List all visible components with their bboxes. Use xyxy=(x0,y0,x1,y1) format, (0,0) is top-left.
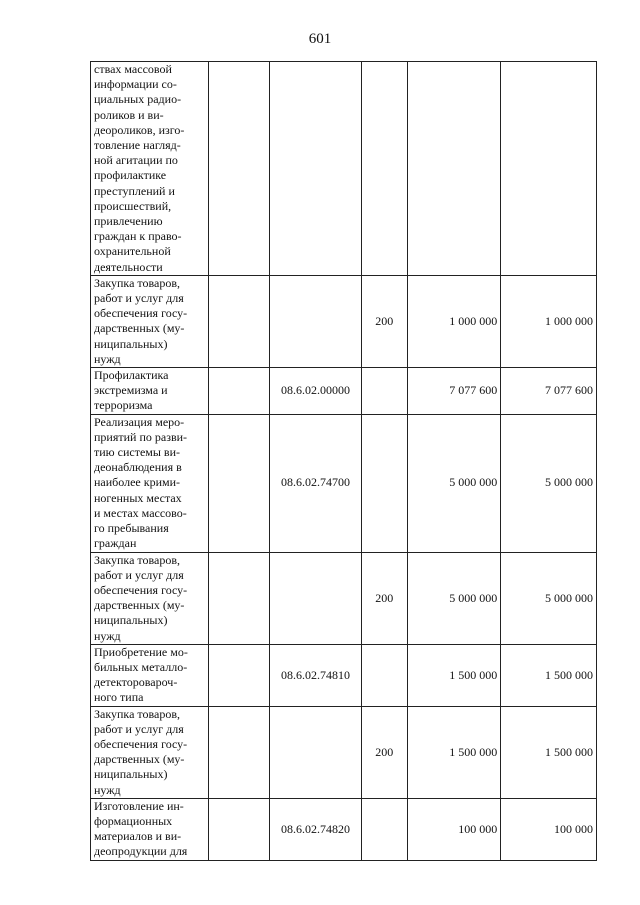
row-amount-2: 5 000 000 xyxy=(501,414,597,552)
description-line: работ и услуг для xyxy=(94,721,184,736)
row-target-code: 08.6.02.74810 xyxy=(270,644,362,706)
row-target-code xyxy=(270,275,362,367)
row-amount-1: 1 500 000 xyxy=(407,644,501,706)
row-description xyxy=(91,798,209,860)
description-line: обеспечения госу- xyxy=(94,582,188,597)
row-description xyxy=(91,706,209,798)
description-line: материалов и ви- xyxy=(94,829,182,844)
row-expense-type: 200 xyxy=(361,552,407,644)
description-line: деопродукции для xyxy=(94,844,188,859)
row-amount-2: 1 500 000 xyxy=(501,706,597,798)
row-target-code: 08.6.02.74820 xyxy=(270,798,362,860)
row-expense-type: 200 xyxy=(361,706,407,798)
description-line: циальных радио- xyxy=(94,92,182,107)
description-line: ниципальных) xyxy=(94,336,168,351)
table-row xyxy=(91,798,597,860)
description-line: экстремизма и xyxy=(94,383,168,398)
description-line: деятельности xyxy=(94,259,163,274)
row-col-2 xyxy=(209,368,270,415)
table-row xyxy=(91,62,597,276)
description-line: роликов и ви- xyxy=(94,107,164,122)
row-expense-type: 200 xyxy=(361,275,407,367)
row-expense-type xyxy=(361,414,407,552)
row-expense-type xyxy=(361,62,407,276)
row-col-2 xyxy=(209,552,270,644)
row-col-2 xyxy=(209,62,270,276)
row-amount-2: 1 500 000 xyxy=(501,644,597,706)
row-amount-1: 5 000 000 xyxy=(407,414,501,552)
description-line: ствах массовой xyxy=(94,62,172,76)
row-amount-2: 100 000 xyxy=(501,798,597,860)
description-line: граждан к право- xyxy=(94,229,182,244)
row-amount-1: 1 000 000 xyxy=(407,275,501,367)
description-line: Приобретение мо- xyxy=(94,644,188,659)
row-col-2 xyxy=(209,414,270,552)
row-expense-type xyxy=(361,644,407,706)
row-col-2 xyxy=(209,798,270,860)
row-amount-2: 1 000 000 xyxy=(501,275,597,367)
row-description xyxy=(91,644,209,706)
budget-table xyxy=(90,61,597,861)
description-line: ногенных местах xyxy=(94,490,182,505)
table-row xyxy=(91,644,597,706)
budget-table-body xyxy=(91,62,597,861)
description-line: деороликов, изго- xyxy=(94,122,185,137)
table-row xyxy=(91,275,597,367)
row-description xyxy=(91,368,209,415)
description-line: деонаблюдения в xyxy=(94,460,182,475)
description-line: Закупка товаров, xyxy=(94,706,180,721)
table-row xyxy=(91,368,597,415)
description-line: происшествий, xyxy=(94,198,172,213)
page-number: 601 xyxy=(308,31,332,47)
row-amount-1: 5 000 000 xyxy=(407,552,501,644)
description-line: работ и услуг для xyxy=(94,567,184,582)
row-description xyxy=(91,62,209,276)
row-amount-1: 7 077 600 xyxy=(407,368,501,415)
description-line: профилактике xyxy=(94,168,167,183)
row-col-2 xyxy=(209,644,270,706)
row-amount-2 xyxy=(501,62,597,276)
description-line: нужд xyxy=(94,628,121,643)
description-line: наиболее крими- xyxy=(94,475,181,490)
description-line: дарственных (му- xyxy=(94,598,185,613)
row-target-code: 08.6.02.74700 xyxy=(270,414,362,552)
description-line: обеспечения госу- xyxy=(94,306,188,321)
description-line: привлечению xyxy=(94,214,163,229)
table-row xyxy=(91,552,597,644)
row-amount-1: 100 000 xyxy=(407,798,501,860)
row-amount-2: 5 000 000 xyxy=(501,552,597,644)
row-expense-type xyxy=(361,368,407,415)
description-line: информации со- xyxy=(94,77,177,92)
description-line: дарственных (му- xyxy=(94,321,185,336)
row-col-2 xyxy=(209,275,270,367)
description-line: ного типа xyxy=(94,690,144,705)
description-line: терроризма xyxy=(94,398,153,413)
description-line: нужд xyxy=(94,351,121,366)
description-line: ной агитации по xyxy=(94,153,178,168)
row-expense-type xyxy=(361,798,407,860)
description-line: товление нагляд- xyxy=(94,138,181,153)
row-amount-2: 7 077 600 xyxy=(501,368,597,415)
description-line: и местах массово- xyxy=(94,505,187,520)
description-line: Закупка товаров, xyxy=(94,275,180,290)
description-line: го пребывания xyxy=(94,521,169,536)
description-line: дарственных (му- xyxy=(94,752,185,767)
description-line: работ и услуг для xyxy=(94,291,184,306)
description-line: охранительной xyxy=(94,244,171,259)
description-line: преступлений и xyxy=(94,183,175,198)
description-line: ниципальных) xyxy=(94,767,168,782)
row-description xyxy=(91,275,209,367)
description-line: тию системы ви- xyxy=(94,445,181,460)
description-line: Закупка товаров, xyxy=(94,552,180,567)
description-line: Изготовление ин- xyxy=(94,798,184,813)
row-target-code xyxy=(270,62,362,276)
description-line: Реализация меро- xyxy=(94,414,185,429)
description-line: формационных xyxy=(94,813,173,828)
description-line: граждан xyxy=(94,536,137,551)
row-target-code xyxy=(270,706,362,798)
row-target-code xyxy=(270,552,362,644)
row-col-2 xyxy=(209,706,270,798)
description-line: бильных металло- xyxy=(94,659,188,674)
row-amount-1: 1 500 000 xyxy=(407,706,501,798)
row-description xyxy=(91,552,209,644)
row-amount-1 xyxy=(407,62,501,276)
table-row xyxy=(91,706,597,798)
row-target-code: 08.6.02.00000 xyxy=(270,368,362,415)
table-row xyxy=(91,414,597,552)
description-line: приятий по разви- xyxy=(94,429,188,444)
description-line: Профилактика xyxy=(94,368,169,383)
description-line: детекторовароч- xyxy=(94,675,178,690)
description-line: ниципальных) xyxy=(94,613,168,628)
description-line: нужд xyxy=(94,782,121,797)
row-description xyxy=(91,414,209,552)
description-line: обеспечения госу- xyxy=(94,736,188,751)
